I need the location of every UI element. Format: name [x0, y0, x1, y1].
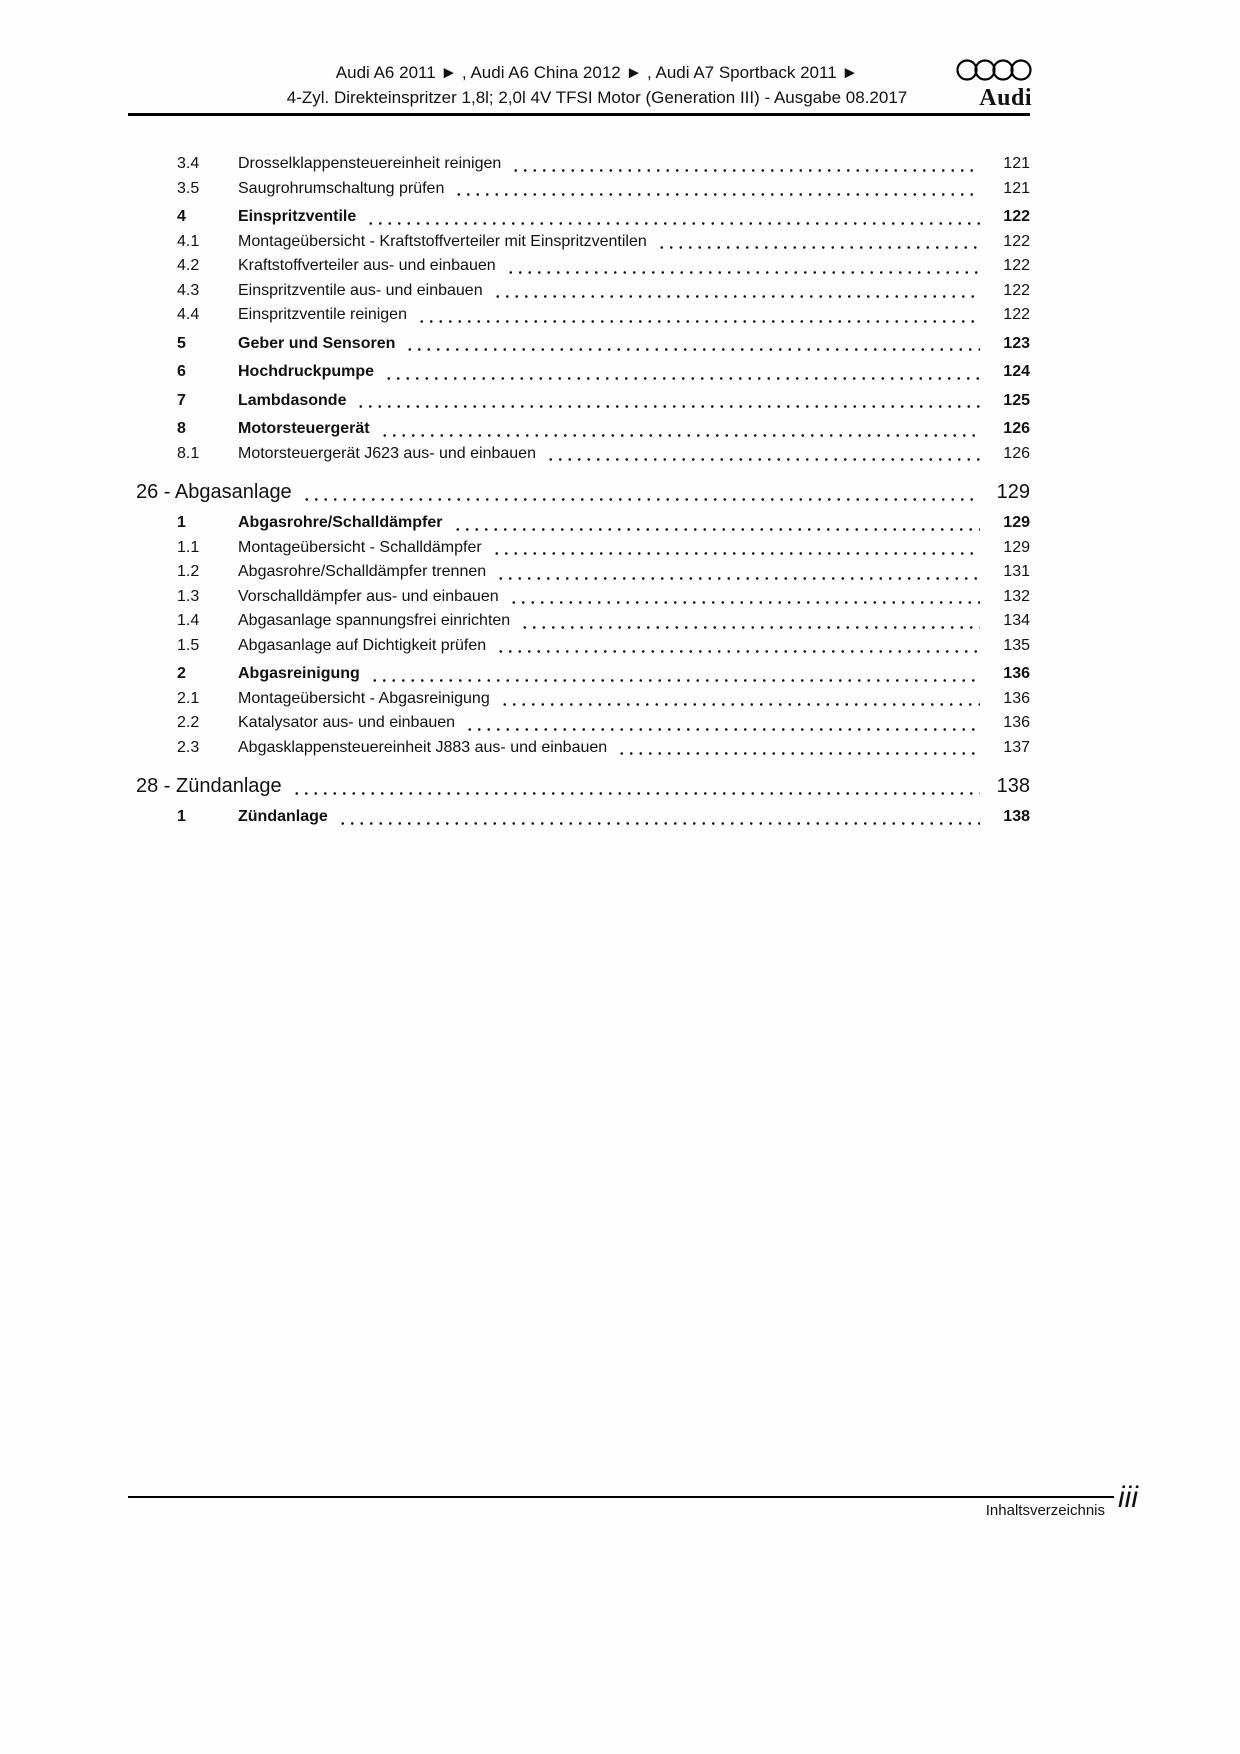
toc-entry-page: 126	[1003, 444, 1030, 462]
toc-row	[128, 662, 1030, 687]
toc-row	[128, 736, 1030, 761]
dot-leader	[366, 221, 980, 226]
dot-leader	[417, 319, 980, 324]
dot-leader	[500, 702, 980, 707]
dot-leader	[338, 821, 980, 826]
toc-entry-title: Montageübersicht - Abgasreinigung	[238, 689, 490, 707]
toc-row	[128, 177, 1030, 202]
toc-row	[128, 279, 1030, 304]
toc-row	[128, 254, 1030, 279]
toc-entry-title: 26 - Abgasanlage	[136, 481, 292, 503]
toc-entry-title: Abgasrohre/Schalldämpfer trennen	[238, 563, 487, 580]
toc-entry-page: 121	[1003, 179, 1030, 197]
toc-entry-number: 4.2	[177, 257, 200, 274]
toc-entry-page: 136	[1003, 689, 1030, 707]
toc-entry-page: 122	[1003, 306, 1030, 323]
toc-entry-title: Abgasklappensteuereinheit J883 aus- und einbauen	[238, 738, 608, 756]
toc-entry-page: 132	[1003, 587, 1030, 605]
toc-entry-page: 124	[1003, 363, 1030, 380]
dot-leader	[546, 457, 980, 462]
toc-entry-page: 122	[1003, 208, 1030, 225]
toc-row	[128, 332, 1030, 357]
toc-entry-page: 122	[1003, 257, 1030, 274]
dot-leader	[617, 751, 980, 756]
toc-entry-number: 4	[177, 208, 186, 225]
toc-entry-number: 3.4	[177, 155, 200, 172]
toc-entry-title: Abgasanlage auf Dichtigkeit prüfen	[238, 636, 487, 654]
audi-rings-icon	[956, 56, 1032, 84]
toc-entry-number: 1.3	[177, 587, 200, 605]
toc-entry-number: 5	[177, 334, 186, 352]
header-model-line: Audi A6 2011 ► , Audi A6 China 2012 ► , Audi A7 Sportback 2011 ►	[335, 63, 859, 82]
toc-entry-number: 1.1	[177, 538, 200, 556]
toc-entry-title: Abgasanlage spannungsfrei einrichten	[238, 612, 511, 629]
toc-entry-number: 1.5	[177, 636, 200, 654]
toc-row	[128, 479, 1030, 506]
dot-leader	[496, 649, 980, 654]
footer-label: Inhaltsverzeichnis	[985, 1502, 1105, 1519]
toc-row	[128, 205, 1030, 230]
toc-entry-number: 4.1	[177, 232, 200, 250]
toc-entry-number: 1	[177, 808, 186, 825]
footer-page-number: iii	[1118, 1481, 1138, 1514]
toc-row	[128, 560, 1030, 585]
dot-leader	[370, 678, 980, 683]
footer-divider	[128, 1496, 1114, 1498]
toc-entry-title: Katalysator aus- und einbauen	[238, 714, 456, 731]
dot-leader	[405, 347, 980, 352]
toc-entry-title: Kraftstoffverteiler aus- und einbauen	[238, 257, 496, 274]
toc-entry-number: 3.5	[177, 179, 200, 197]
toc-row	[128, 609, 1030, 634]
brand-block	[956, 56, 1032, 112]
toc-entry-page: 136	[1003, 714, 1030, 731]
toc-entry-title: Einspritzventile aus- und einbauen	[238, 281, 483, 299]
toc-row	[128, 511, 1030, 536]
toc-entry-page: 138	[1003, 808, 1030, 825]
toc-entry-title: Geber und Sensoren	[238, 334, 396, 352]
toc-entry-number: 8.1	[177, 444, 200, 462]
toc-entry-page: 121	[1003, 155, 1030, 172]
toc-entry-page: 122	[1003, 232, 1030, 250]
toc-entry-page: 129	[1003, 514, 1030, 531]
toc-entry-title: Lambdasonde	[238, 391, 347, 409]
dot-leader	[493, 294, 980, 299]
toc-entry-title: Saugrohrumschaltung prüfen	[238, 179, 445, 197]
toc-row	[128, 711, 1030, 736]
toc-row	[128, 634, 1030, 659]
toc-entry-number: 7	[177, 391, 186, 409]
toc-entry-title: Montageübersicht - Kraftstoffverteiler mit Einspritzventilen	[238, 232, 647, 250]
toc-row	[128, 230, 1030, 255]
toc-entry-title: Zündanlage	[238, 808, 328, 825]
dot-leader	[465, 727, 980, 732]
header-engine-line: 4-Zyl. Direkteinspritzer 1,8l; 2,0l 4V TFSI Motor (Generation III) - Ausgabe 08.2017	[286, 88, 908, 107]
toc-row	[128, 687, 1030, 712]
toc-entry-number: 4.3	[177, 281, 200, 299]
toc-entry-title: Motorsteuergerät J623 aus- und einbauen	[238, 444, 536, 462]
toc-entry-page: 125	[1003, 391, 1030, 409]
toc-row	[128, 773, 1030, 800]
toc-entry-number: 1.4	[177, 612, 200, 629]
toc-row	[128, 585, 1030, 610]
header-divider	[128, 113, 1030, 116]
dot-leader	[302, 497, 980, 502]
toc-entry-title: Abgasrohre/Schalldämpfer	[238, 514, 443, 531]
dot-leader	[492, 551, 980, 556]
toc-entry-number: 6	[177, 363, 186, 380]
toc-row	[128, 805, 1030, 830]
dot-leader	[520, 625, 980, 630]
toc-entry-number: 2.1	[177, 689, 200, 707]
toc-entry-title: Hochdruckpumpe	[238, 363, 375, 380]
dot-leader	[657, 245, 980, 250]
toc-row	[128, 417, 1030, 442]
toc-entry-page: 138	[996, 775, 1030, 797]
dot-leader	[384, 376, 980, 381]
toc-entry-page: 129	[996, 481, 1030, 503]
toc-entry-title: 28 - Zündanlage	[136, 775, 282, 797]
dot-leader	[454, 192, 980, 197]
toc-row	[128, 389, 1030, 414]
toc-entry-number: 4.4	[177, 306, 200, 323]
dot-leader	[453, 527, 981, 532]
toc-entry-page: 122	[1003, 281, 1030, 299]
toc-entry-number: 1.2	[177, 563, 200, 580]
dot-leader	[506, 270, 980, 275]
toc-entry-number: 1	[177, 514, 186, 531]
toc-entry-page: 129	[1003, 538, 1030, 556]
dot-leader	[511, 168, 980, 173]
toc-entry-page: 135	[1003, 636, 1030, 654]
toc-row	[128, 303, 1030, 328]
toc-entry-title: Abgasreinigung	[238, 665, 360, 682]
toc-row	[128, 152, 1030, 177]
dot-leader	[496, 576, 980, 581]
toc-row	[128, 442, 1030, 467]
dot-leader	[356, 404, 980, 409]
toc-entry-number: 8	[177, 420, 186, 437]
dot-leader	[292, 791, 980, 796]
toc-row	[128, 536, 1030, 561]
toc-entry-number: 2.3	[177, 738, 200, 756]
toc-entry-title: Einspritzventile	[238, 208, 357, 225]
toc-entry-page: 123	[1003, 334, 1030, 352]
toc	[128, 152, 1030, 830]
toc-entry-title: Montageübersicht - Schalldämpfer	[238, 538, 482, 556]
dot-leader	[509, 600, 980, 605]
dot-leader	[380, 433, 980, 438]
toc-row	[128, 360, 1030, 385]
toc-entry-page: 134	[1003, 612, 1030, 629]
toc-entry-title: Motorsteuergerät	[238, 420, 370, 437]
toc-entry-number: 2.2	[177, 714, 200, 731]
page-header	[128, 60, 1030, 110]
toc-entry-page: 137	[1003, 738, 1030, 756]
toc-entry-page: 131	[1003, 563, 1030, 580]
toc-entry-page: 126	[1003, 420, 1030, 437]
toc-entry-number: 2	[177, 665, 186, 682]
toc-entry-page: 136	[1003, 665, 1030, 682]
toc-entry-title: Einspritzventile reinigen	[238, 306, 407, 323]
toc-entry-title: Vorschalldämpfer aus- und einbauen	[238, 587, 499, 605]
toc-entry-title: Drosselklappensteuereinheit reinigen	[238, 155, 502, 172]
audi-wordmark: Audi	[979, 85, 1032, 111]
